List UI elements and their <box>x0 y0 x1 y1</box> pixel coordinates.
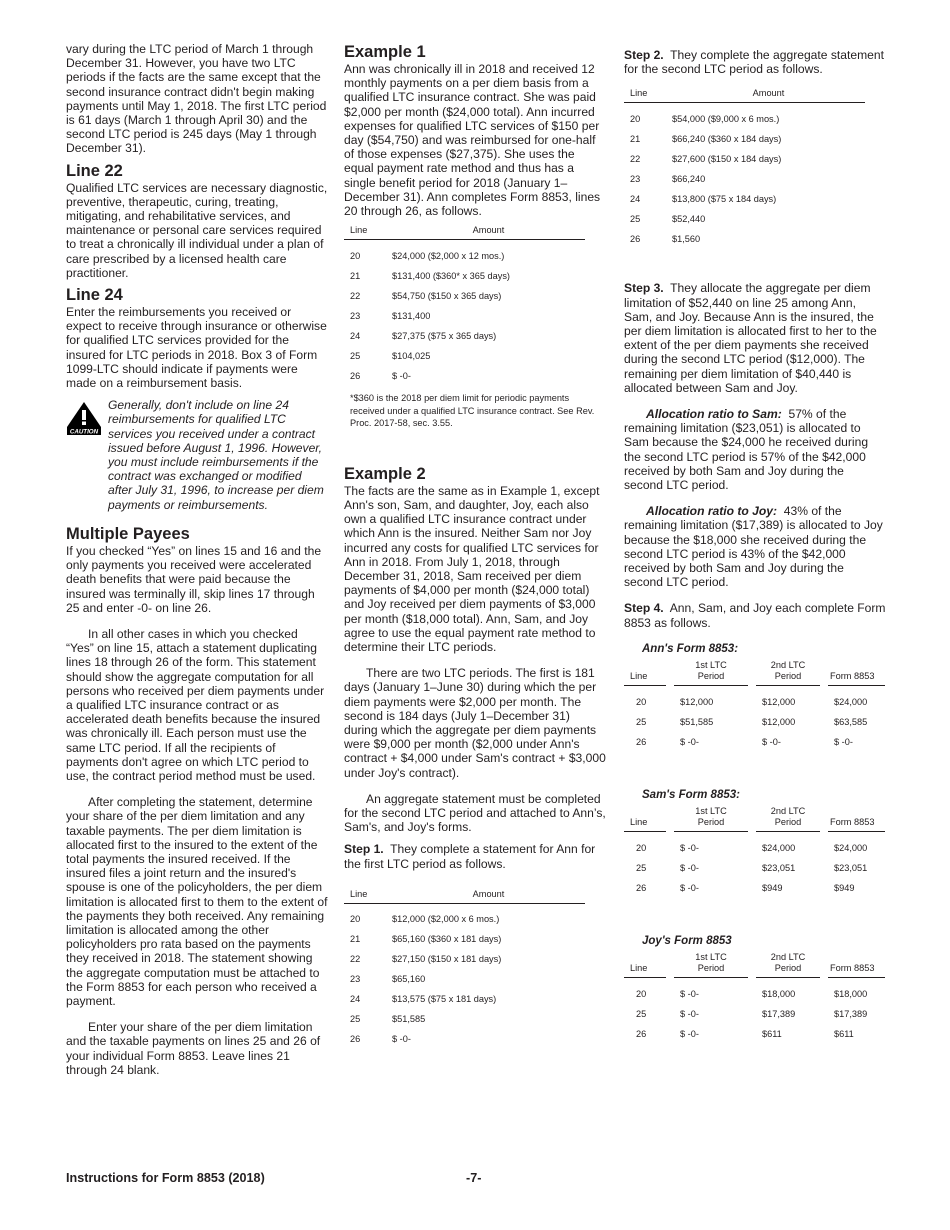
sam-form-title: Sam's Form 8853: <box>642 789 740 802</box>
table-row: 23 $65,160 <box>350 974 426 985</box>
table-row: 20 $12,000 ($2,000 x 6 mos.) <box>350 914 500 925</box>
table-header-line: Line <box>624 806 670 832</box>
table-row: 24 $27,375 ($75 x 365 days) <box>350 330 497 341</box>
table-row: 20 $ -0- $24,000 $24,000 <box>636 842 868 853</box>
allocation-sam-label: Allocation ratio to Sam: <box>646 407 782 422</box>
column-1 <box>66 42 328 1077</box>
table-row: 24 $13,800 ($75 x 184 days) <box>630 193 777 204</box>
table-header-form: Form 8853 <box>824 952 885 978</box>
step-3-text: They allocate the aggregate per diem limitation of $52,440 on line 25 among Ann, Sam, and Joy. Because Ann is the insured, the per diem limitation is allocated first to her to the extent of the per diem payments she received during the second LTC period ($12,000). The remaining per diem limitation of $40,440 is allocated between Sam and Joy. <box>624 281 877 395</box>
sam-form-table <box>624 806 885 898</box>
ann-form-table <box>624 660 885 752</box>
example-1-table <box>344 225 585 386</box>
table-header-line: Line <box>624 660 670 686</box>
table-row: 22 $54,750 ($150 x 365 days) <box>350 290 502 301</box>
table-row: 24 $13,575 ($75 x 181 days) <box>350 994 497 1005</box>
step-2-text: They complete the aggregate statement for the second LTC period as follows. <box>624 48 884 77</box>
table-row: 23 $131,400 <box>350 310 431 321</box>
caution-label: CAUTION <box>69 428 99 436</box>
joy-form-title: Joy's Form 8853 <box>642 935 732 948</box>
table-row: 26 $ -0- $949 $949 <box>636 882 855 893</box>
caution-icon <box>66 401 102 435</box>
table-row: 25 $104,025 <box>350 350 431 361</box>
footer-form-title: Instructions for Form 8853 (2018) <box>66 1171 265 1185</box>
step-3-paragraph <box>624 281 886 395</box>
table-header-form: Form 8853 <box>824 806 885 832</box>
table-row: 26 $ -0- $ -0- $ -0- <box>636 736 853 747</box>
multiple-payees-heading: Multiple Payees <box>66 524 190 543</box>
table-header-1st-period: 1st LTC Period <box>670 660 752 686</box>
table-row: 25 $ -0- $23,051 $23,051 <box>636 862 868 873</box>
page-number: -7- <box>466 1171 482 1185</box>
table-header-1st-period: 1st LTC Period <box>670 806 752 832</box>
table-row: 26 $1,560 <box>630 233 701 244</box>
multiple-payees-paragraph-3: After completing the statement, determine your share of the per diem limitation and any taxable payments. The per diem limitation is allocated first to the insured to the extent of the total payments the insured received. If the insured files a joint return and the insured's spouse is one of the policyholders, the per diem limitation is allocated first to them to the extent of the payments they both received. Any remaining limitation is allocated among the other policyholders pro rata based on the payments they received in 2018. The statement showing the aggregate computation must be attached to the Form 8853 for each person who received a payment. <box>66 795 328 1008</box>
step-1-paragraph <box>344 842 606 870</box>
step-4-paragraph <box>624 601 886 629</box>
table-row: 22 $27,600 ($150 x 184 days) <box>630 153 782 164</box>
line-22-heading: Line 22 <box>66 161 123 180</box>
example-2-paragraph-3: An aggregate statement must be completed for the second LTC period and attached to Ann’s, Sam's, and Joy's forms. <box>344 791 606 835</box>
table-header-line: Line <box>624 952 670 978</box>
allocation-joy-label: Allocation ratio to Joy: <box>646 504 778 519</box>
table-row: 23 $66,240 <box>630 173 706 184</box>
caution-text: Generally, don't include on line 24 reimbursements for qualified LTC services you received under a contract issued before August 1, 1996. However, you must include reimbursements if the contract was exchanged or modified after July 31, 1996, to increase per diem payments or reimbursements. <box>108 398 324 512</box>
per-diem-footnote: *$360 is the 2018 per diem limit for periodic payments received under a qualified LTC insurance contract. See Rev. Proc. 2017-58, sec. 3.55. <box>350 393 595 429</box>
table-header-1st-period: 1st LTC Period <box>670 952 752 978</box>
table-header-line: Line <box>344 225 392 240</box>
table-row: 25 $ -0- $17,389 $17,389 <box>636 1008 868 1019</box>
table-header-amount: Amount <box>672 88 865 103</box>
table-header-2nd-period: 2nd LTC Period <box>752 660 824 686</box>
step-1-table <box>344 889 585 1050</box>
table-row: 26 $ -0- <box>350 370 411 381</box>
table-row: 20 $24,000 ($2,000 x 12 mos.) <box>350 250 505 261</box>
table-header-amount: Amount <box>392 889 585 904</box>
table-row: 20 $12,000 $12,000 $24,000 <box>636 696 868 707</box>
table-header-2nd-period: 2nd LTC Period <box>752 952 824 978</box>
step-2-label: Step 2. <box>624 48 664 62</box>
multiple-payees-paragraph-1: If you checked “Yes” on lines 15 and 16 and the only payments you received were accelerated death benefits that were paid because the insured was terminally ill, skip lines 17 through 25 and enter -0- on line 26. <box>66 543 322 615</box>
allocation-sam-text: 57% of the remaining limitation ($23,051) is allocated to Sam because the $24,000 he received during the second LTC period is 57% of the $42,000 received by both Sam and Joy during the second LTC period. <box>624 407 869 493</box>
example-2-heading: Example 2 <box>344 464 426 483</box>
multiple-payees-paragraph-4: Enter your share of the per diem limitation and the taxable payments on lines 25 and 26 of your individual Form 8853. Leave lines 21 through 24 blank. <box>66 1020 321 1077</box>
example-2-paragraph-2: There are two LTC periods. The first is 181 days (January 1–June 30) during which the per diem payments were $2,000 per month. The second is 184 days (July 1–December 31) during which the aggregate per diem payments were $9,000 per month ($2,000 under Ann's contract + $4,000 under Sam's contract + $3,000 under Joy's contract). <box>344 666 606 780</box>
table-row: 21 $65,160 ($360 x 181 days) <box>350 934 502 945</box>
table-row: 25 $51,585 $12,000 $63,585 <box>636 716 868 727</box>
joy-form-table <box>624 952 885 1044</box>
table-row: 25 $52,440 <box>630 213 706 224</box>
multiple-payees-paragraph-2: In all other cases in which you checked “Yes” on line 15, attach a statement duplicating lines 18 through 26 of the form. This statement should show the aggregate computation for all persons who received per diem payments under a qualified LTC insurance contract or as accelerated death benefits because the insured was chronically ill. Each person must use the same LTC period. If all the recipients of payments don't agree on which LTC period to use, the contract period method must be used. <box>66 626 325 783</box>
caution-box <box>66 398 328 512</box>
table-header-amount: Amount <box>392 225 585 240</box>
table-header-line: Line <box>624 88 672 103</box>
table-row: 22 $27,150 ($150 x 181 days) <box>350 954 502 965</box>
table-row: 20 $ -0- $18,000 $18,000 <box>636 988 868 999</box>
table-header-form: Form 8853 <box>824 660 885 686</box>
step-1-text: They complete a statement for Ann for the first LTC period as follows. <box>344 842 596 871</box>
line-22-paragraph: Qualified LTC services are necessary diagnostic, preventive, therapeutic, curing, treating, mitigating, and rehabilitative services, and maintenance or personal care services required to treat a chronically ill individual under a plan of care prescribed by a licensed health care practitioner. <box>66 180 328 280</box>
column-3 <box>624 48 886 1044</box>
step-1-label: Step 1. <box>344 842 384 857</box>
intro-paragraph: vary during the LTC period of March 1 through December 31. However, you have two LTC periods if the facts are the same except that the second insurance contract didn't begin making payments until May 1, 2018. The first LTC period is 61 days (March 1 through April 30) and the second LTC period is 245 days (May 1 through December 31). <box>66 42 327 156</box>
table-row: 26 $ -0- $611 $611 <box>636 1028 854 1039</box>
table-row: 20 $54,000 ($9,000 x 6 mos.) <box>630 113 780 124</box>
line-24-heading: Line 24 <box>66 286 123 305</box>
table-row: 26 $ -0- <box>350 1034 411 1045</box>
step-3-label: Step 3. <box>624 281 664 296</box>
step-4-text: Ann, Sam, and Joy each complete Form 8853 as follows. <box>624 601 886 630</box>
table-header-line: Line <box>344 889 392 904</box>
column-2 <box>344 42 606 1050</box>
table-header-2nd-period: 2nd LTC Period <box>752 806 824 832</box>
line-24-paragraph: Enter the reimbursements you received or expect to receive through insurance or otherwise for qualified LTC services provided for the insured for LTC periods in 2018. Box 3 of Form 1099-LTC should indicate if payments were made on a reimbursement basis. <box>66 305 327 391</box>
table-row: 21 $66,240 ($360 x 184 days) <box>630 133 782 144</box>
step-4-label: Step 4. <box>624 601 664 616</box>
example-2-paragraph-1: The facts are the same as in Example 1, except Ann's son, Sam, and daughter, Joy, each also own a qualified LTC insurance contract under which Ann is the insured. Neither Sam nor Joy incurred any costs for qualified LTC services for Ann in 2018. From July 1, 2018, through December 31, 2018, Sam received per diem payments of $4,000 per month ($24,000 total) and Joy received per diem payments of $3,000 per month ($18,000 total). Ann, Sam, and Joy agree to use the equal payment rate method to determine their LTC periods. <box>344 483 600 654</box>
table-row: 25 $51,585 <box>350 1014 426 1025</box>
table-row: 21 $131,400 ($360* x 365 days) <box>350 270 510 281</box>
allocation-sam-paragraph <box>624 407 886 492</box>
example-1-paragraph: Ann was chronically ill in 2018 and received 12 monthly payments on a per diem basis from a qualified LTC insurance contract. She was paid $2,000 per month ($24,000 total). Ann incurred expenses for qualified LTC services of $150 per day ($54,750) and was reimbursed for one-half of those expenses ($27,375). She uses the equal payment rate method and thus has a single benefit period for 2018 (January 1–December 31). Ann completes Form 8853, lines 20 through 26, as follows. <box>344 62 601 219</box>
allocation-joy-paragraph <box>624 504 886 589</box>
allocation-joy-text: 43% of the remaining limitation ($17,389) is allocated to Joy because the $18,000 she received during the second LTC period is 43% of the $42,000 received by both Sam and Joy during the second LTC period. <box>624 504 883 590</box>
ann-form-title: Ann's Form 8853: <box>642 642 739 655</box>
step-2-table <box>624 88 865 249</box>
example-1-heading: Example 1 <box>344 43 426 61</box>
step-2-paragraph <box>624 48 886 76</box>
